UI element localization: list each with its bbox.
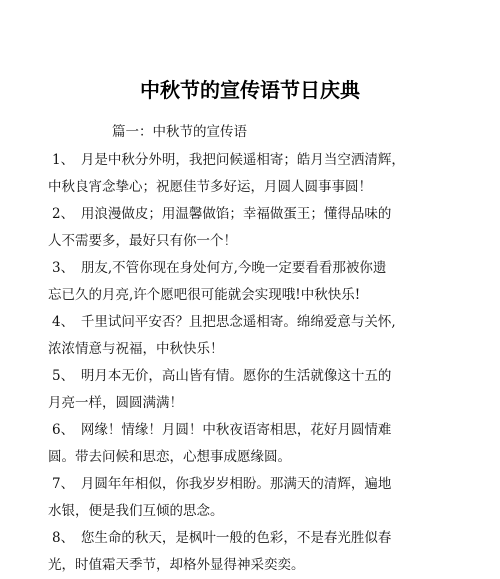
slogan-line: 圆。带去问候和思恋，心想事成愿缘圆。 [48, 449, 291, 465]
slogan-line: 中秋良宵念挚心；祝愿佳节多好运，月圆人圆事事圆！ [48, 179, 372, 195]
slogan-line: 浓浓情意与祝福，中秋快乐！ [48, 341, 224, 357]
slogan-list [48, 147, 438, 579]
section-title: 篇一：中秋节的宣传语 [112, 124, 247, 140]
slogan-line: 人不需要多，最好只有你一个！ [48, 233, 237, 249]
slogan-item [48, 255, 438, 309]
slogan-item [48, 147, 438, 201]
slogan-line: 8、 您生命的秋天，是枫叶一般的色彩，不是春光胜似春 [52, 530, 392, 546]
slogan-line: 1、 月是中秋分外明，我把问候遥相寄；皓月当空洒清辉， [52, 152, 405, 168]
slogan-item [48, 417, 438, 471]
slogan-item [48, 471, 438, 525]
slogan-line: 5、 明月本无价，高山皆有情。愿你的生活就像这十五的 [52, 368, 392, 384]
slogan-line: 光，时值霜天季节，却格外显得神采奕奕。 [48, 557, 305, 573]
slogan-line: 水银，便是我们互倾的思念。 [48, 503, 224, 519]
slogan-item [48, 309, 438, 363]
slogan-item [48, 201, 438, 255]
slogan-item [48, 525, 438, 579]
slogan-item [48, 363, 438, 417]
slogan-line: 忘已久的月亮,许个愿吧很可能就会实现哦!中秋快乐! [48, 287, 361, 303]
slogan-line: 月亮一样，圆圆满满！ [48, 395, 183, 411]
slogan-line: 2、 用浪漫做皮；用温馨做馅；幸福做蛋王；懂得品味的 [52, 206, 392, 222]
page-title: 中秋节的宣传语节日庆典 [140, 78, 360, 102]
slogan-line: 7、 月圆年年相似，你我岁岁相盼。那满天的清辉，遍地 [52, 476, 392, 492]
slogan-line: 6、 网缘！情缘！月圆！中秋夜语寄相思，花好月圆情难 [52, 422, 392, 438]
slogan-line: 4、 千里试问平安否？且把思念遥相寄。绵绵爱意与关怀, [52, 314, 396, 330]
slogan-line: 3、 朋友,不管你现在身处何方,今晚一定要看看那被你遗 [52, 260, 387, 276]
